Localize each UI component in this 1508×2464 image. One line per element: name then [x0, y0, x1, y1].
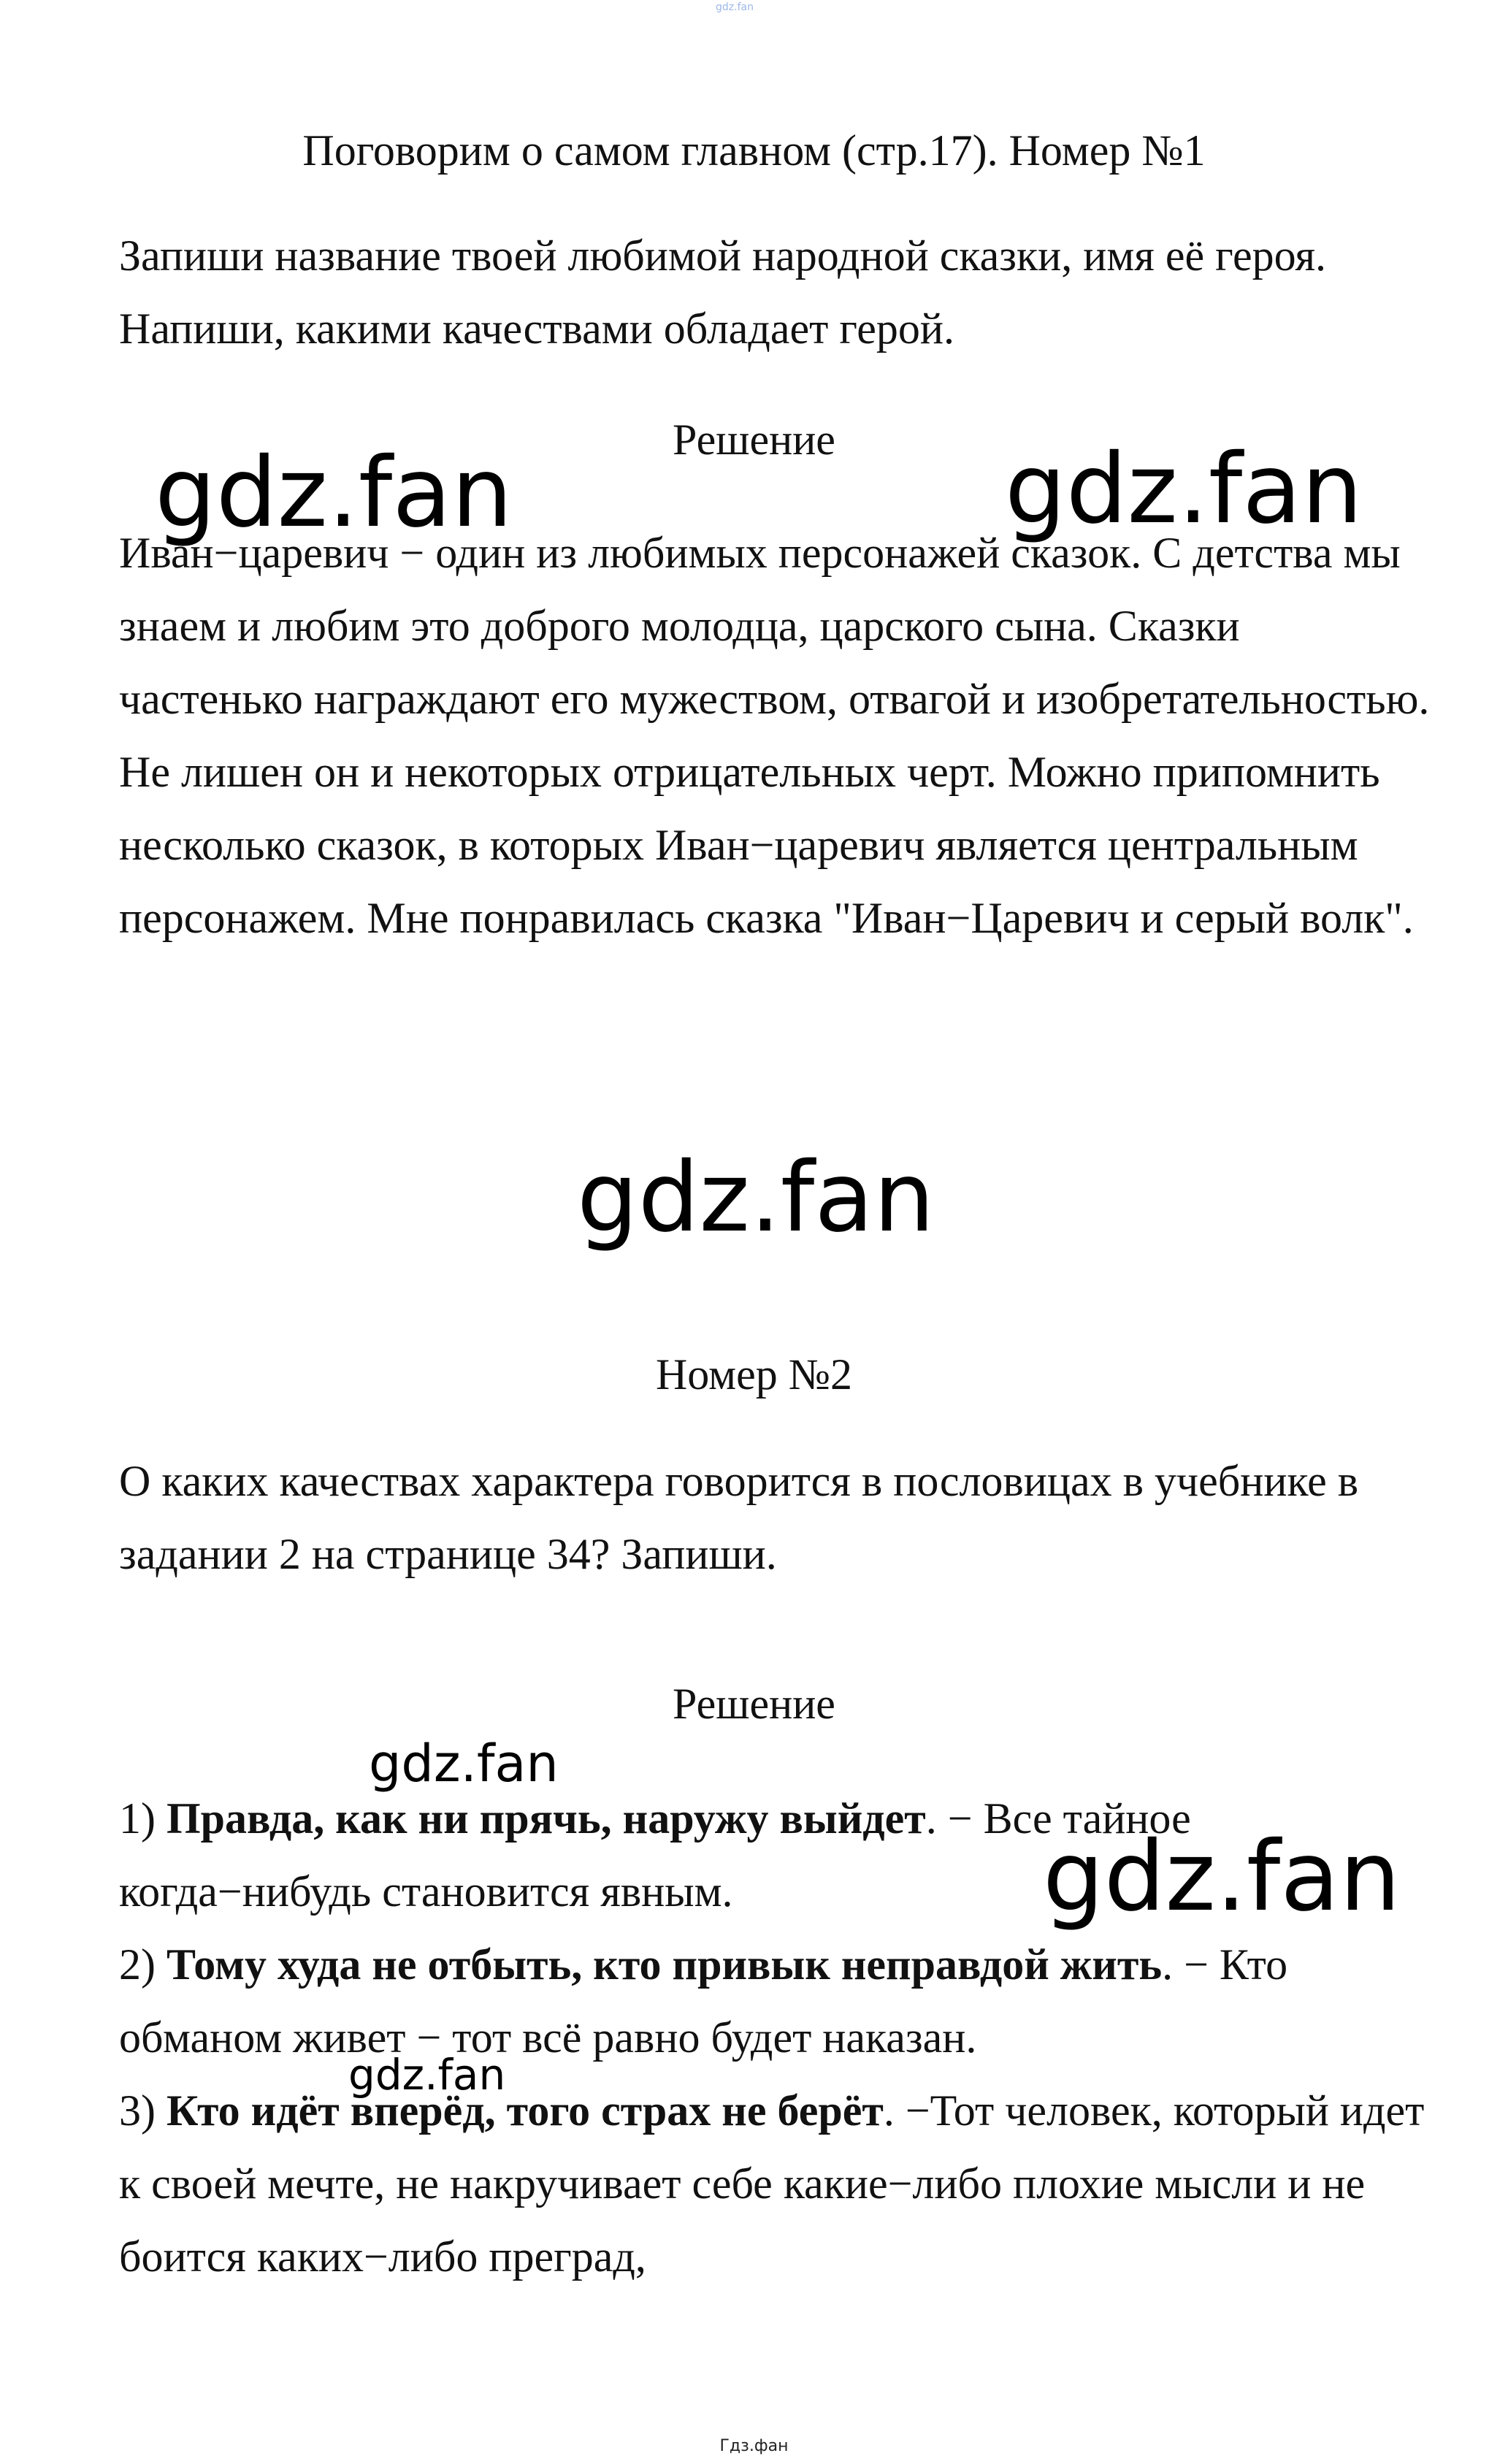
task1-solution-label: Решение [673, 416, 835, 464]
watermark: gdz.fan [155, 437, 513, 549]
task2-title: Номер №2 [655, 1350, 853, 1399]
watermark: gdz.fan [1005, 433, 1363, 546]
proverb-explanation: . −Тот человек, который идет к своей мечте, не накручивает себе какие−либо плохие мысли и не боится каких−либо преград, [119, 2086, 1425, 2281]
item-number: 1) [119, 1794, 156, 1843]
proverb-explanation: . − Кто обманом живет − тот всё равно будет наказан. [119, 1940, 1288, 2062]
task1-question: Запиши название твоей любимой народной сказки, имя её героя. Напиши, какими качествами обладает герой. [119, 232, 1327, 353]
watermark: gdz.fan [369, 1734, 559, 1794]
task2-question: О каких качествах характера говорится в пословицах в учебнике в задании 2 на странице 34? Запиши. [119, 1457, 1359, 1578]
answer-item-3 [119, 2074, 1434, 2293]
item-number: 2) [119, 1940, 156, 1989]
answer-item-2 [119, 1928, 1434, 2074]
watermark: gdz.fan [1043, 1821, 1401, 1933]
top-watermark: gdz.fan [716, 1, 754, 13]
watermark: gdz.fan [348, 2050, 506, 2100]
task1-title: Поговорим о самом главном (стр.17). Номер №1 [302, 126, 1206, 175]
task2-solution-label: Решение [673, 1680, 835, 1728]
item-number: 3) [119, 2086, 156, 2135]
proverb-text: Тому худа не отбыть, кто привык неправдой жить [166, 1940, 1163, 1989]
proverb-text: Кто идёт вперёд, того страх не берёт [166, 2086, 884, 2135]
bottom-watermark: Гдз.фан [719, 2437, 789, 2455]
watermark: gdz.fan [577, 1141, 935, 1254]
task1-answer: Иван−царевич − один из любимых персонажей сказок. С детства мы знаем и любим это доброго молодца, царского сына. Сказки частенько награждают его мужеством, отвагой и изобретательностью. Не лишен он и некоторых отрицательных черт. Можно припомнить несколько сказок, в которых Иван−царевич является центральным персонажем. Мне понравилась сказка "Иван−Царевич и серый волк". [119, 529, 1430, 942]
proverb-explanation: . − Все тайное когда−нибудь становится явным. [119, 1794, 1191, 1916]
proverb-text: Правда, как ни прячь, наружу выйдет [166, 1794, 926, 1843]
